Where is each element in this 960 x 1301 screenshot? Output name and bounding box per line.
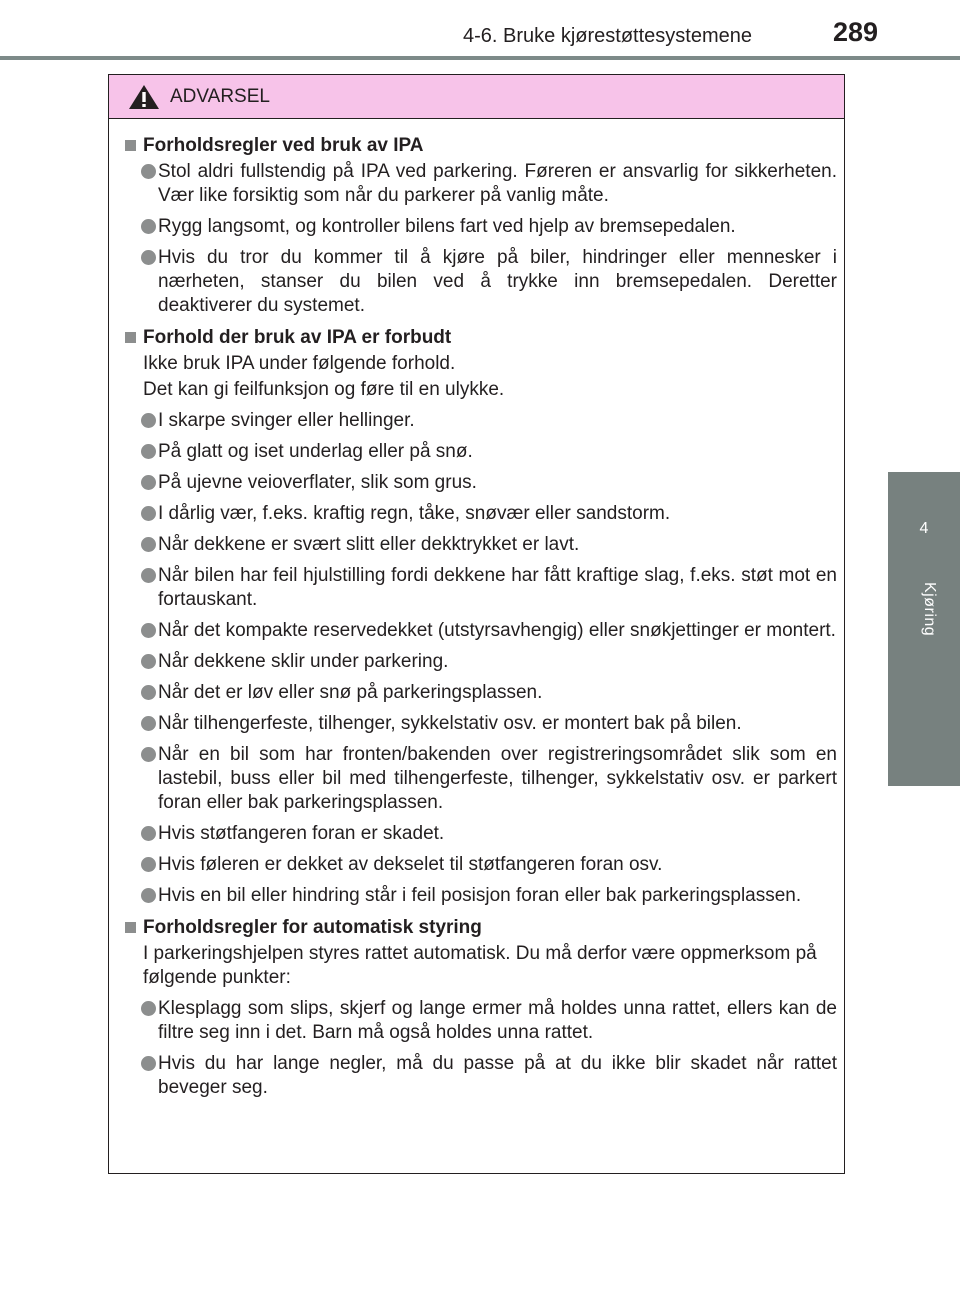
header-title: 4-6. Bruke kjørestøttesystemene [463,25,752,47]
list-item-text: Klesplagg som slips, skjerf og lange ermer må holdes unna rattet, ellers kan de filtre seg inn i det. Barn må også holdes unna rattet. [158,998,837,1043]
square-bullet-icon [125,922,136,933]
round-bullet-icon [141,1001,156,1016]
list-item-text: Hvis støtfangeren foran er skadet. [158,823,445,844]
list-item-text: Hvis du tror du kommer til å kjøre på biler, hindringer eller mennesker i nærheten, stanser du bilen ved å trykke inn bremsepedalen. Deretter deaktiverer du systemet. [158,247,837,316]
warning-body [109,119,844,1100]
list-item [124,997,837,1045]
list-item [124,822,837,846]
list-item [124,650,837,674]
list-item-text: I dårlig vær, f.eks. kraftig regn, tåke, snøvær eller sandstorm. [158,503,671,524]
round-bullet-icon [141,475,156,490]
round-bullet-icon [141,888,156,903]
list-item [124,743,837,815]
list-item-text: På glatt og iset underlag eller på snø. [158,441,473,462]
warning-box [108,74,845,1174]
round-bullet-icon [141,250,156,265]
section-heading-text: Forhold der bruk av IPA er forbudt [143,327,452,348]
round-bullet-icon [141,413,156,428]
round-bullet-icon [141,716,156,731]
page-number: 289 [832,17,878,47]
list-item [124,681,837,705]
list-item [124,246,837,318]
warning-header [109,75,844,119]
warning-triangle-icon [128,84,160,115]
round-bullet-icon [141,219,156,234]
round-bullet-icon [141,654,156,669]
list-item [124,1052,837,1100]
section-paragraph: I parkeringshjelpen styres rattet automatisk. Du må derfor være oppmerksom på følgende punkter: [143,943,817,988]
list-item [124,853,837,877]
section-heading [124,326,837,350]
warning-label: ADVARSEL [170,86,270,107]
list-item-text: Stol aldri fullstendig på IPA ved parkering. Føreren er ansvarlig for sikkerheten. Vær like forsiktig som når du parkerer på vanlig måte. [158,161,837,206]
square-bullet-icon [125,140,136,151]
square-bullet-icon [125,332,136,343]
list-item-text: Rygg langsomt, og kontroller bilens fart ved hjelp av bremsepedalen. [158,216,736,237]
list-item [124,215,837,239]
list-item [124,533,837,557]
list-item [124,502,837,526]
round-bullet-icon [141,1056,156,1071]
list-item-text: Hvis føleren er dekket av dekselet til støtfangeren foran osv. [158,854,663,875]
list-item-text: Når dekkene er svært slitt eller dekktrykket er lavt. [158,534,580,555]
chapter-number: 4 [919,520,929,537]
list-item-text: Når bilen har feil hjulstilling fordi dekkene har fått kraftige slag, f.eks. støt mot en fortauskant. [158,565,837,610]
section-heading [124,134,837,158]
list-item-text: Når dekkene sklir under parkering. [158,651,449,672]
round-bullet-icon [141,857,156,872]
list-item-text: I skarpe svinger eller hellinger. [158,410,415,431]
list-item-text: Hvis du har lange negler, må du passe på at du ikke blir skadet når rattet beveger seg. [158,1053,837,1098]
chapter-label: Kjøring [921,582,938,637]
list-item-text: På ujevne veioverflater, slik som grus. [158,472,477,493]
list-item [124,884,837,908]
list-item-text: Når det kompakte reservedekket (utstyrsavhengig) eller snøkjettinger er montert. [158,620,836,641]
list-item [124,712,837,736]
list-item-text: Når det er løv eller snø på parkeringsplassen. [158,682,543,703]
list-item [124,440,837,464]
list-item [124,160,837,208]
list-item [124,564,837,612]
round-bullet-icon [141,537,156,552]
list-item-text: Når en bil som har fronten/bakenden over registreringsområdet slik som en lastebil, buss eller bil med tilhengerfeste, tilhenger, sykkelstativ osv. er parkert foran eller bak parkeringsplassen. [158,744,837,813]
list-item [124,409,837,433]
list-item-text: Hvis en bil eller hindring står i feil posisjon foran eller bak parkeringsplassen. [158,885,802,906]
header-rule [0,56,960,60]
section-heading [124,916,837,940]
section-heading-text: Forholdsregler for automatisk styring [143,917,482,938]
list-item-text: Når tilhengerfeste, tilhenger, sykkelstativ osv. er montert bak på bilen. [158,713,742,734]
list-item [124,471,837,495]
section-paragraph: Det kan gi feilfunksjon og føre til en ulykke. [143,379,505,400]
list-item [124,619,837,643]
section-heading-text: Forholdsregler ved bruk av IPA [143,135,424,156]
round-bullet-icon [141,826,156,841]
round-bullet-icon [141,685,156,700]
round-bullet-icon [141,568,156,583]
round-bullet-icon [141,444,156,459]
round-bullet-icon [141,164,156,179]
round-bullet-icon [141,623,156,638]
section-paragraph: Ikke bruk IPA under følgende forhold. [143,353,456,374]
round-bullet-icon [141,747,156,762]
round-bullet-icon [141,506,156,521]
